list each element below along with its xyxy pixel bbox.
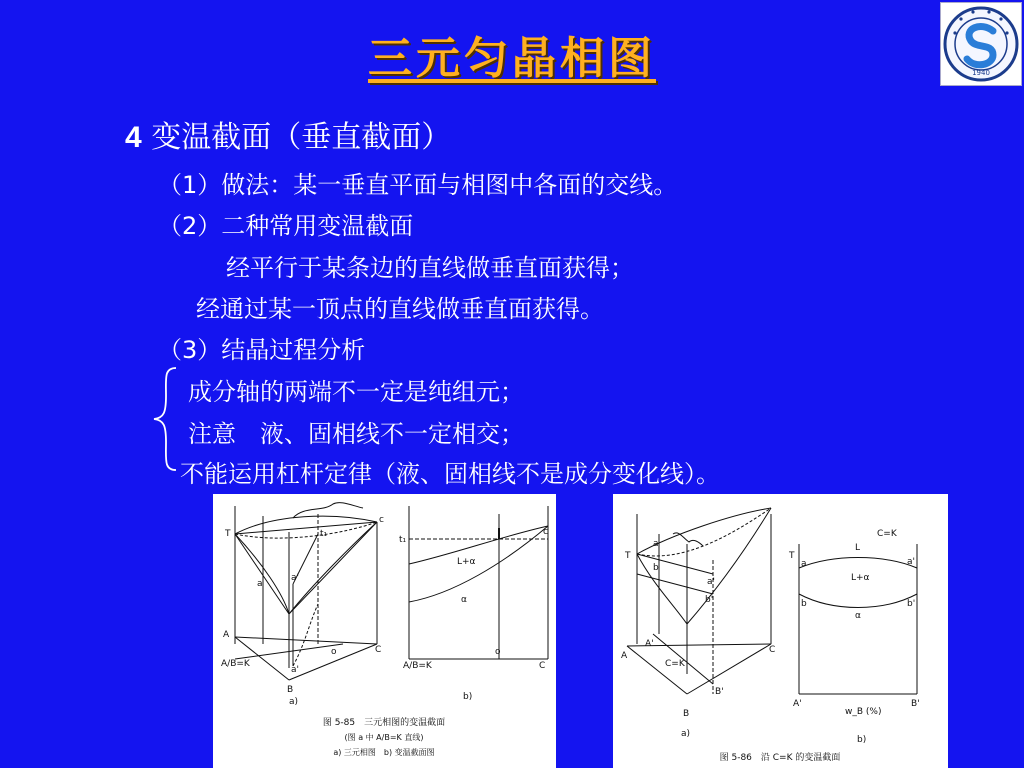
university-seal-icon <box>940 2 1022 86</box>
label-B-prime: B' <box>715 687 724 697</box>
label-c-b: c <box>543 527 548 537</box>
figure-caption-note: (图 a 中 A/B=K 直线) <box>344 733 424 742</box>
label-a-prime-b: a' <box>907 557 915 567</box>
label-L-plus-alpha: L+α <box>851 573 870 583</box>
label-ratio-b: A/B=K <box>403 661 432 671</box>
label-o: o <box>331 647 337 657</box>
label-C-equals-K: C=K <box>665 659 685 669</box>
label-wb-axis: w_B (%) <box>845 707 882 717</box>
label-o-b: o <box>495 647 501 657</box>
logo-year: 1940 <box>972 69 990 77</box>
text-line: 成分轴的两端不一定是纯组元； <box>188 378 524 406</box>
text-line: 经平行于某条边的直线做垂直面获得； <box>226 254 634 282</box>
figure-caption: 图 5-86 沿 C=K 的变温截面 <box>719 753 841 763</box>
figure-caption-sub: a) 三元相图 b) 变温截面图 <box>333 748 435 757</box>
figure-5-85 <box>213 494 556 768</box>
text-line: 经通过某一顶点的直线做垂直面获得。 <box>196 295 604 323</box>
label-alpha: α <box>855 611 861 621</box>
label-c: c <box>379 515 384 525</box>
label-sub-a: a) <box>681 729 691 739</box>
label-t1: t₁ <box>320 529 328 539</box>
label-A: A <box>621 651 628 661</box>
label-t1-b: t₁ <box>399 535 407 545</box>
text-line: （1）做法：某一垂直平面与相图中各面的交线。 <box>158 171 678 199</box>
label-sub-b: b) <box>463 692 473 702</box>
label-T-b: T <box>789 551 795 561</box>
label-b-b: b <box>801 599 807 609</box>
text-line: 不能运用杠杆定律（液、固相线不是成分变化线）。 <box>180 460 720 488</box>
label-b-prime: b' <box>705 595 714 605</box>
label-sub-a: a) <box>289 697 299 707</box>
label-alpha: α <box>461 595 467 605</box>
label-B: B <box>683 709 690 719</box>
label-a-prime: a' <box>291 573 299 583</box>
text-line: 注意 液、固相线不一定相交； <box>188 420 524 448</box>
label-T: T <box>625 551 631 561</box>
section-heading-text: 变温截面（垂直截面） <box>141 120 452 155</box>
label-a-b: a <box>801 559 807 569</box>
figure-5-86 <box>613 494 948 768</box>
left-brace <box>150 366 180 472</box>
label-A: A <box>223 630 230 640</box>
label-B-prime-b: B' <box>911 699 920 709</box>
label-a: a <box>257 579 263 589</box>
label-ratio: A/B=K <box>221 659 250 669</box>
label-b-prime-b: b' <box>907 599 916 609</box>
label-A-prime: A' <box>645 639 654 649</box>
label-b: b <box>653 563 659 573</box>
slide-title: 三元匀晶相图 <box>368 33 656 84</box>
section-number: 4 <box>125 121 142 154</box>
label-L: L <box>855 543 861 553</box>
label-A-prime-b: A' <box>793 699 802 709</box>
label-C-b: C <box>539 661 546 671</box>
label-a-prime: a' <box>707 577 715 587</box>
label-a: a <box>653 539 659 549</box>
figure-caption: 图 5-85 三元相图的变温截面 <box>322 718 446 728</box>
label-T: T <box>225 529 231 539</box>
label-C-equals-K-b: C=K <box>877 529 897 539</box>
label-a-prime-2: a' <box>291 665 299 675</box>
label-B: B <box>287 685 294 695</box>
label-C: C <box>769 645 776 655</box>
label-C: C <box>375 645 382 655</box>
section-heading <box>125 112 451 156</box>
label-sub-b: b) <box>857 735 867 745</box>
label-L-plus-alpha: L+α <box>457 557 476 567</box>
text-line: （2）二种常用变温截面 <box>158 212 414 240</box>
text-line: （3）结晶过程分析 <box>158 336 366 364</box>
